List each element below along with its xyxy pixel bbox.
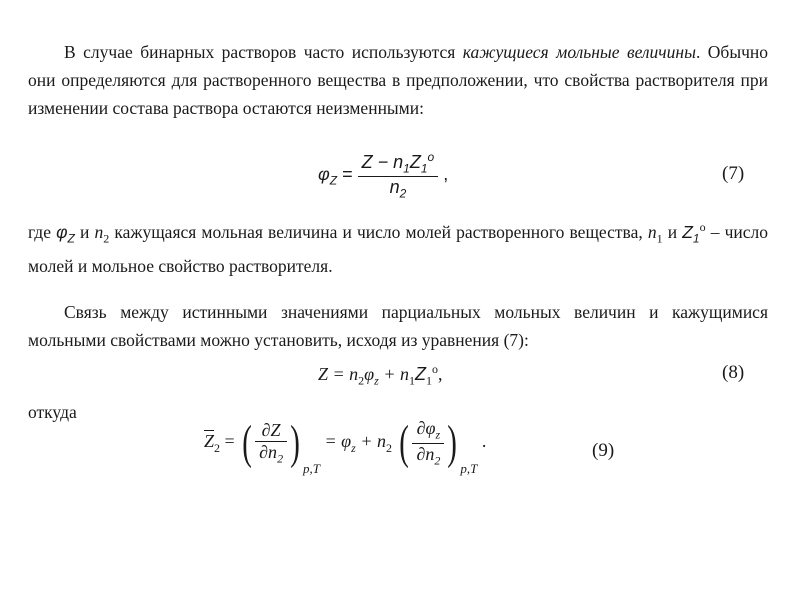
eq8-a: Z = n [318,364,359,384]
eq9-num2-sub: z [435,427,441,442]
para2-z: Z [682,221,693,242]
eq7-phi-sub: Z [329,173,338,188]
eq9-lhs-sub: 2 [214,440,221,455]
eq9-fraction1 [255,420,287,467]
eq8-z-sup: o [431,362,438,376]
eq9-paren-open1: ( [242,416,252,470]
eq9-den2-text: ∂n [416,443,435,464]
eq9-phi-sub: z [351,440,356,455]
para2-text-a: где [28,221,57,242]
eq7-den-sub: 2 [399,186,407,201]
eq8-z: Z [414,364,426,384]
para2-z-sup: o [699,220,706,234]
eq9-sub2: p,T [460,461,478,477]
para1-text-a: В случае бинарных растворов часто используются [64,42,463,62]
equation-9 [204,418,486,477]
eq9-den1-sub: 2 [277,451,284,466]
eq8-b-sub: 1 [408,373,415,388]
eq9-paren-close2: ) [447,416,458,470]
para2-n: n [94,221,104,242]
eq9-num2-text: ∂φ [416,418,436,438]
equation-8-number: (8) [722,362,745,383]
eq7-equals: = [342,163,353,184]
eq8-b: + n [378,364,409,384]
eq7-den-text: n [389,176,400,197]
eq7-num-sub2: 1 [420,161,428,176]
eq9-den1-text: ∂n [259,441,278,462]
eq9-num2 [412,418,444,443]
para2-text-e: – число молей и мольное свойство растворителя. [28,221,768,277]
eq7-num-z: Z [409,152,421,172]
eq7-comma: , [443,163,449,184]
equation-9-number: (9) [592,440,615,461]
para2-text-d: и [662,221,683,242]
eq8-z-sub: 1 [425,373,432,388]
eq9-n-sub: 2 [385,440,392,455]
eq7-numerator [358,150,439,176]
eq8-a-sub: 2 [358,373,365,388]
para2-n1-sub: 1 [656,231,663,246]
equation-8 [318,362,442,389]
paragraph-apparent-quantities [28,38,768,122]
paragraph-relation: Связь между истинными значениями парциальных мольных величин и кажущимися мольными свойствами можно установить, исходя из уравнения (7): [28,302,768,350]
eq9-lhs: $\overline{Z}$ [204,431,215,452]
eq9-sub1: p,T [303,461,321,477]
eq9-plus: + n [355,431,386,452]
eq9-equals2: = φ [324,431,352,452]
eq9-den2-sub: 2 [434,453,441,468]
para1-text-c: . Обычно они определяются для растворенного вещества в предположении, что свойства растворителя при изменении состава раствора остаются неизменными: [28,42,768,118]
para2-z-sub: 1 [692,231,700,246]
paragraph-definitions [28,213,768,280]
eq9-equals1: = [224,431,235,452]
eq7-num-sup: o [427,150,435,164]
para2-n-sub: 2 [103,231,110,246]
eq9-fraction2 [412,418,444,468]
eq9-num1: ∂Z [261,419,281,440]
equation-7-number: (7) [722,163,745,184]
eq9-den1 [255,441,287,467]
eq9-paren-close1: ) [290,416,300,470]
eq7-fraction [358,150,439,200]
eq9-den2 [412,443,444,469]
eq8-phi: φ [364,364,375,384]
eq9-paren-open2: ( [399,416,410,470]
eq7-denominator [358,176,439,201]
para2-phi-sub: Z [67,231,75,246]
para2-phi: φ [56,221,68,242]
para2-text-b: и [74,221,95,242]
equation-7 [318,150,448,200]
eq7-num-sub1: 1 [403,161,410,176]
eq7-phi: φ [318,163,330,184]
eq7-num-text: Z − n [361,152,404,172]
paragraph-whence: откуда [28,402,77,422]
term-apparent-molar-quantities: кажущиеся мольные величины [462,42,696,62]
eq9-dot: . [481,431,487,452]
para2-text-c: кажущаяся мольная величина и число молей растворенного вещества, [109,221,648,242]
eq8-phi-sub: z [374,373,379,388]
eq8-comma: , [437,364,443,384]
para2-n1: n [647,221,657,242]
